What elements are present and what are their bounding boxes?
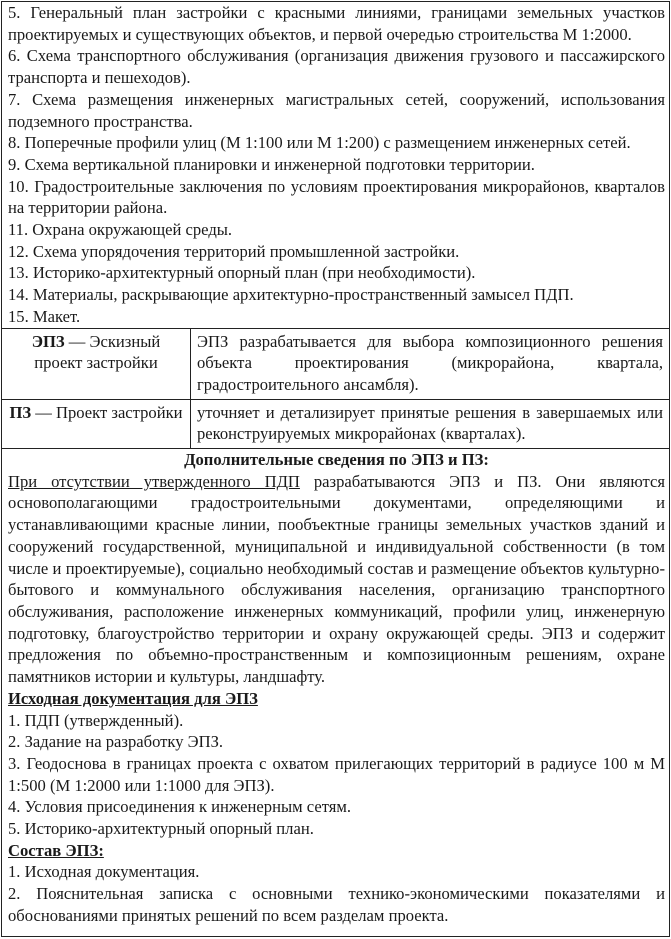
list-item: 2. Пояснительная записка с основными технико-экономическими показателями и обоснованиями принятых решений по всем разделам проекта. [8, 884, 665, 925]
definition-term [2, 399, 191, 448]
intro-underlined: При отсутствии утвержденного ПДП [8, 471, 300, 491]
list-item: 8. Поперечные профили улиц (М 1:100 или М 1:200) с размещением инженерных сетей. [8, 133, 631, 153]
list-item: 5. Историко-архитектурный опорный план. [8, 819, 314, 839]
list-item: 13. Историко-архитектурный опорный план (при необходимости). [8, 263, 476, 283]
term-abbreviation: ПЗ [9, 402, 32, 422]
list-item: 5. Генеральный план застройки с красными линиями, границами земельных участков проектируемых и существующих объектов, и первой очередью строительства М 1:2000. [8, 3, 665, 44]
list-item: 15. Макет. [8, 306, 81, 326]
list-item: 1. Исходная документация. [8, 862, 200, 882]
term-dash: — [64, 331, 90, 351]
additional-info-section [2, 448, 669, 926]
list-item: 2. Задание на разработку ЭПЗ. [8, 732, 224, 752]
list-item: 10. Градостроительные заключения по условиям проектирования микрорайонов, кварталов на территории района. [8, 176, 665, 218]
list-item: 12. Схема упорядочения территорий промышленной застройки. [8, 241, 460, 261]
document-page [1, 1, 670, 937]
list-item: 1. ПДП (утвержденный). [8, 710, 184, 730]
list-item: 7. Схема размещения инженерных магистральных сетей, сооружений, использования подземного пространства. [8, 89, 665, 131]
list-item: 14. Материалы, раскрывающие архитектурно-пространственный замысел ПДП. [8, 285, 574, 305]
definition-term [2, 328, 191, 399]
list-item: 6. Схема транспортного обслуживания (организация движения грузового и пассажирского транспорта и пешеходов). [8, 46, 665, 88]
definitions-table [2, 328, 669, 449]
intro-text: разрабатываются ЭПЗ и ПЗ. Они являются основополагающими градостроительными документами, определяющими и устанавливающими красные линии, пообъектные границы земельных участков зданий и сооружений государственной, муниципальной и индивидуальной собственности (в том числе и проектируемые), социально необходимый состав и размещение объектов культурно-бытового и коммунального обслуживания населения, организацию транспортного обслуживания, расположение инженерных коммуникаций, профили улиц, инженерную подготовку, благоустройство территории и охрану окружающей среды. ЭПЗ и содержит предложения по объемно-пространственным и композиционным решениям, охране памятников истории и культуры, ландшафту. [8, 471, 665, 687]
section-title: Дополнительные сведения по ЭПЗ и ПЗ: [184, 450, 489, 470]
definition-row-pz [2, 399, 669, 448]
project-contents-list [2, 2, 669, 328]
definition-description: ЭПЗ разрабатывается для выбора композиционного решения объекта проектирования (микрорайона, квартала, градостроительного ансамбля). [191, 328, 670, 399]
term-abbreviation: ЭПЗ [31, 331, 65, 351]
term-name: Проект застройки [56, 402, 183, 422]
intro-paragraph [8, 471, 665, 688]
definition-description: уточняет и детализирует принятые решения в завершаемых или реконструируемых микрорайонах (кварталах). [191, 399, 670, 448]
list-item: 9. Схема вертикальной планировки и инженерной подготовки территории. [8, 154, 535, 174]
list-item: 3. Геодоснова в границах проекта с охватом прилегающих территорий в радиусе 100 м М 1:500 (М 1:2000 или 1:1000 для ЭПЗ). [8, 753, 665, 795]
definition-row-epz [2, 328, 669, 399]
list-item: 11. Охрана окружающей среды. [8, 220, 233, 240]
list-item: 4. Условия присоединения к инженерным сетям. [8, 797, 352, 817]
term-dash: — [31, 402, 56, 422]
composition-heading: Состав ЭПЗ: [8, 840, 104, 860]
term-name: Эскизный проект застройки [34, 331, 161, 373]
source-docs-heading: Исходная документация для ЭПЗ [8, 688, 258, 708]
